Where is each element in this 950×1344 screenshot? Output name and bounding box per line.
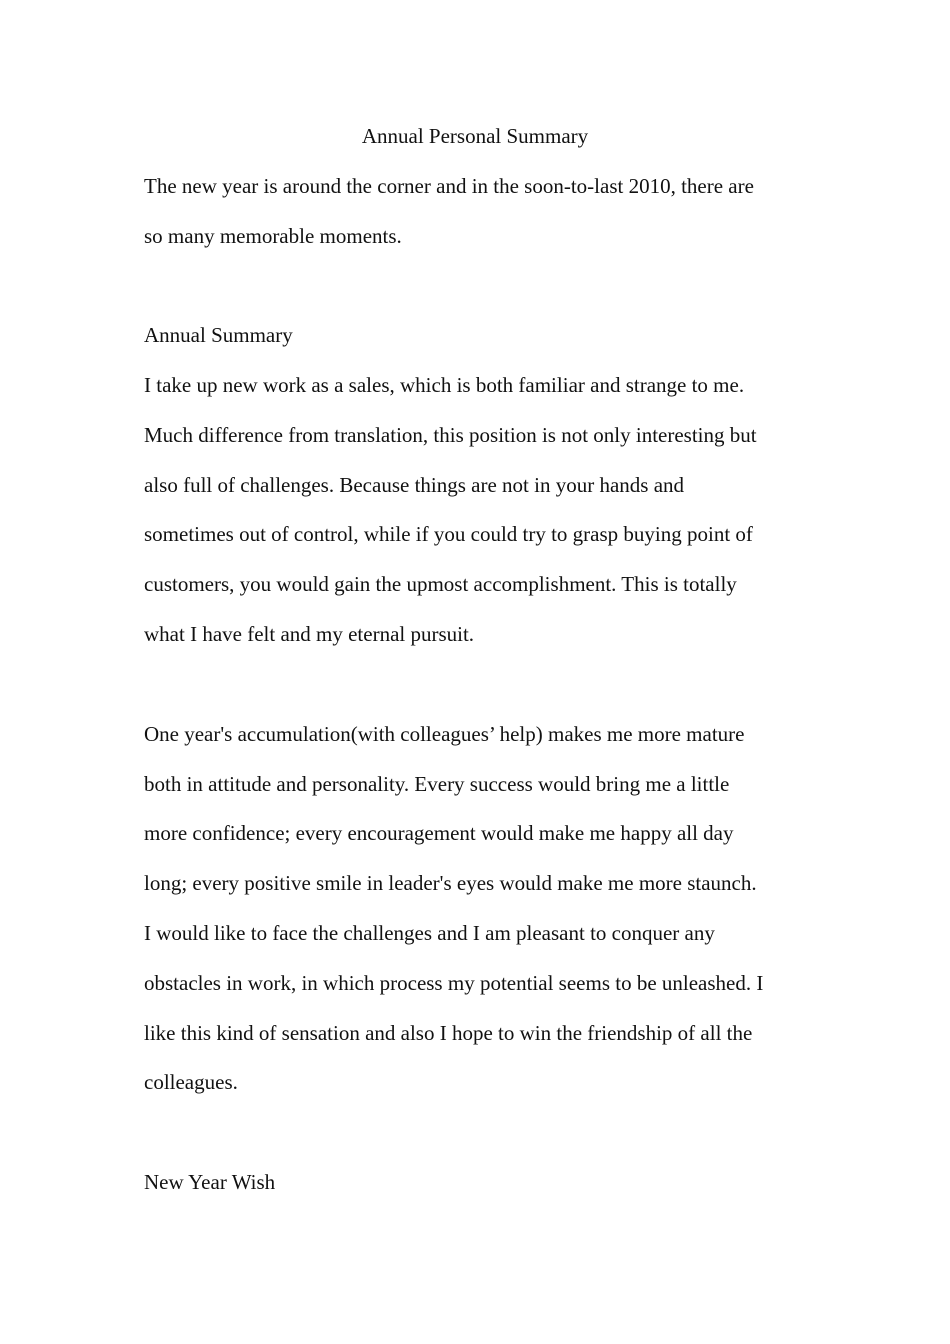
paragraph1-line: what I have felt and my eternal pursuit. xyxy=(144,622,475,646)
paragraph1-line: Much difference from translation, this position is not only interesting but xyxy=(144,423,757,447)
paragraph2-line: long; every positive smile in leader's eyes would make me more staunch. xyxy=(144,871,757,895)
paragraph2-line: obstacles in work, in which process my potential seems to be unleashed. I xyxy=(144,971,764,995)
intro-line: so many memorable moments. xyxy=(144,224,402,248)
paragraph1-line: I take up new work as a sales, which is both familiar and strange to me. xyxy=(144,373,745,397)
paragraph2-line: colleagues. xyxy=(144,1070,238,1094)
paragraph2-line: One year's accumulation(with colleagues’ help) makes me more mature xyxy=(144,722,745,746)
intro-line: The new year is around the corner and in the soon-to-last 2010, there are xyxy=(144,174,754,198)
paragraph1-line: sometimes out of control, while if you could try to grasp buying point of xyxy=(144,522,753,546)
paragraph2-line: more confidence; every encouragement would make me happy all day xyxy=(144,821,734,845)
paragraph1-line: customers, you would gain the upmost accomplishment. This is totally xyxy=(144,572,737,596)
section-heading-annual-summary: Annual Summary xyxy=(144,323,293,347)
section-heading-new-year-wish: New Year Wish xyxy=(144,1170,276,1194)
paragraph1-line: also full of challenges. Because things are not in your hands and xyxy=(144,473,685,497)
paragraph2-line: I would like to face the challenges and I am pleasant to conquer any xyxy=(144,921,715,945)
document-title: Annual Personal Summary xyxy=(361,124,589,148)
paragraph2-line: both in attitude and personality. Every success would bring me a little xyxy=(144,772,730,796)
paragraph2-line: like this kind of sensation and also I hope to win the friendship of all the xyxy=(144,1021,753,1045)
